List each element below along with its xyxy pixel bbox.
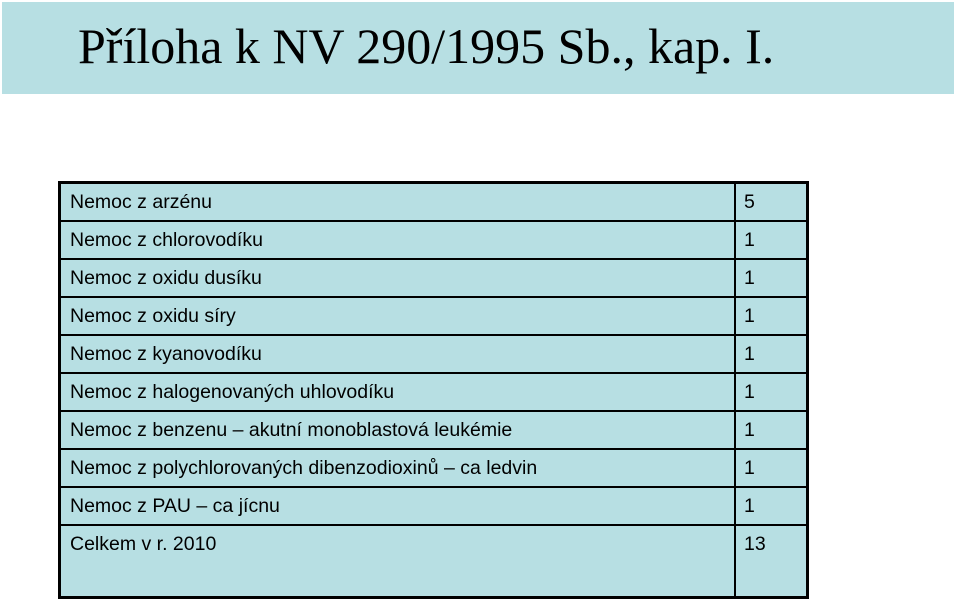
disease-name: Nemoc z polychlorovaných dibenzodioxinů – ca ledvin	[70, 457, 538, 479]
case-count: 1	[744, 267, 755, 289]
case-count: 1	[744, 457, 755, 479]
disease-name: Nemoc z PAU – ca jícnu	[70, 495, 280, 517]
total-count: 13	[744, 533, 766, 555]
disease-name: Nemoc z kyanovodíku	[70, 343, 262, 365]
disease-name: Nemoc z chlorovodíku	[70, 229, 263, 251]
table-total-row	[61, 526, 806, 564]
disease-name: Nemoc z oxidu dusíku	[70, 267, 262, 289]
page-title: Příloha k NV 290/1995 Sb., kap. I.	[78, 18, 775, 74]
table-row	[61, 298, 806, 336]
case-count: 5	[744, 191, 755, 213]
table-row	[61, 450, 806, 488]
disease-name: Nemoc z halogenovaných uhlovodíku	[70, 381, 395, 403]
case-count: 1	[744, 343, 755, 365]
case-count: 1	[744, 229, 755, 251]
case-count: 1	[744, 419, 755, 441]
disease-name: Nemoc z benzenu – akutní monoblastová leukémie	[70, 419, 513, 441]
table-row	[61, 184, 806, 222]
case-count: 1	[744, 381, 755, 403]
disease-table	[58, 181, 809, 599]
table-row	[61, 222, 806, 260]
case-count: 1	[744, 305, 755, 327]
table-row	[61, 336, 806, 374]
table-row	[61, 374, 806, 412]
table-row	[61, 260, 806, 298]
disease-name: Nemoc z oxidu síry	[70, 305, 236, 327]
table-row	[61, 412, 806, 450]
table-row	[61, 488, 806, 526]
total-label: Celkem v r. 2010	[70, 533, 217, 555]
disease-name: Nemoc z arzénu	[70, 191, 212, 213]
case-count: 1	[744, 495, 755, 517]
title-banner	[2, 2, 954, 94]
